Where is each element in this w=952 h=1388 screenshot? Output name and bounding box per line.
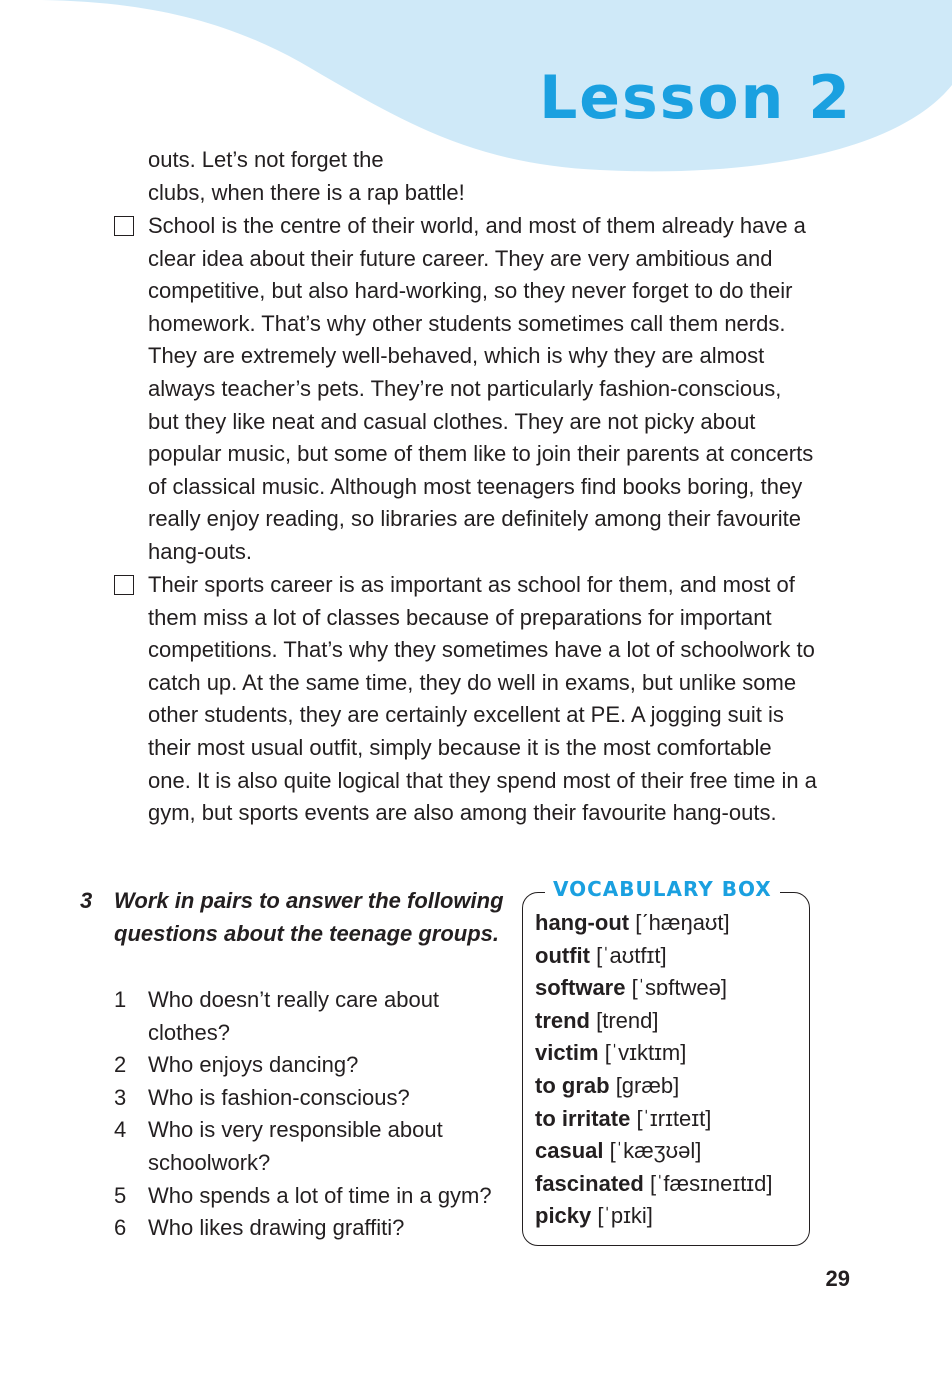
vocab-item bbox=[535, 1135, 773, 1168]
vocab-item bbox=[535, 907, 773, 940]
vocab-pronunciation: [ˈvɪktɪm] bbox=[604, 1040, 687, 1066]
vocabulary-list bbox=[535, 907, 773, 1233]
question-number: 2 bbox=[114, 1052, 127, 1078]
question-list bbox=[114, 984, 514, 1245]
vocab-word: trend bbox=[535, 1007, 590, 1033]
vocab-item bbox=[535, 1005, 773, 1038]
question-text: Who enjoys dancing? bbox=[148, 1052, 359, 1078]
vocab-pronunciation: [ˈfæsɪneɪtɪd] bbox=[649, 1170, 773, 1196]
vocab-item bbox=[535, 1103, 773, 1136]
question-item bbox=[114, 1114, 514, 1179]
passage-paragraph-1: School is the centre of their world, and most of them already have a clear idea about their future career. They are very ambitious and competitive, but also hard-working, so they never forget to do their homework. That’s why other students sometimes call them nerds. They are extremely well-behaved, which is why they are almost always teacher’s pets. They’re not particularly fashion-conscious, but they like neat and casual clothes. They are not picky about popular music, but some of them like to join their parents at concerts of classical music. Although most teenagers find books boring, they really enjoy reading, so libraries are definitely among their favourite hang-outs. bbox=[148, 213, 814, 564]
page-number: 29 bbox=[825, 1266, 850, 1291]
question-item bbox=[114, 1180, 514, 1213]
vocab-word: victim bbox=[535, 1040, 599, 1066]
continuation-line-2: clubs, when there is a rap battle! bbox=[148, 179, 465, 205]
vocab-word: casual bbox=[535, 1138, 604, 1164]
question-number: 3 bbox=[114, 1084, 127, 1110]
vocab-pronunciation: [ˈpɪki] bbox=[597, 1203, 653, 1229]
continuation-line-1: outs. Let’s not forget the bbox=[148, 147, 384, 172]
vocab-word: to irritate bbox=[535, 1105, 631, 1131]
question-item bbox=[114, 984, 514, 1049]
passage-paragraph-2: Their sports career is as important as school for them, and most of them miss a lot of classes because of preparations for important competitions. That’s why they sometimes have a lot of schoolwork to catch up. At the same time, they do well in exams, but unlike some other students, they are certainly excellent at PE. A jogging suit is their most usual outfit, simply because it is the most comfortable one. It is also quite logical that they spend most of their free time in a gym, but sports events are also among their favourite hang-outs. bbox=[148, 572, 817, 826]
question-item bbox=[114, 1212, 514, 1245]
vocab-pronunciation: [ˈkæʒʊəl] bbox=[609, 1138, 702, 1164]
vocab-word: fascinated bbox=[535, 1170, 644, 1196]
question-item bbox=[114, 1049, 514, 1082]
vocab-item bbox=[535, 1200, 773, 1233]
vocab-word: hang-out bbox=[535, 910, 630, 935]
vocab-pronunciation: [ˈɪrɪteɪt] bbox=[636, 1105, 712, 1131]
question-text: Who is fashion-conscious? bbox=[148, 1084, 410, 1110]
question-number: 5 bbox=[114, 1182, 127, 1208]
question-text: Who is very responsible about schoolwork? bbox=[148, 1117, 443, 1175]
vocab-pronunciation: [trend] bbox=[596, 1007, 659, 1033]
vocab-pronunciation: [ˈsɒftweə] bbox=[631, 975, 727, 1001]
vocabulary-box-title: VOCABULARY BOX bbox=[545, 875, 780, 903]
answer-checkbox-2[interactable] bbox=[114, 575, 134, 595]
question-text: Who doesn’t really care about clothes? bbox=[148, 987, 440, 1045]
vocab-pronunciation: [ˊhæŋaʊt] bbox=[635, 910, 730, 935]
question-number: 6 bbox=[114, 1215, 127, 1241]
vocab-pronunciation: [græb] bbox=[615, 1072, 680, 1098]
vocab-item bbox=[535, 972, 773, 1005]
vocab-word: picky bbox=[535, 1203, 592, 1229]
vocab-item bbox=[535, 1037, 773, 1070]
vocab-item bbox=[535, 1070, 773, 1103]
vocab-word: software bbox=[535, 975, 626, 1001]
lesson-title: Lesson 2 bbox=[539, 63, 852, 133]
question-text: Who spends a lot of time in a gym? bbox=[148, 1182, 492, 1208]
passage-continuation bbox=[148, 144, 818, 209]
question-item bbox=[114, 1082, 514, 1115]
task-instruction: Work in pairs to answer the following questions about the teenage groups. bbox=[114, 888, 504, 946]
vocabulary-box bbox=[522, 877, 810, 1246]
task-number: 3 bbox=[80, 888, 93, 913]
question-number: 1 bbox=[114, 987, 127, 1012]
vocab-pronunciation: [ˈaʊtfɪt] bbox=[596, 942, 667, 968]
question-text: Who likes drawing graffiti? bbox=[148, 1215, 405, 1241]
question-number: 4 bbox=[114, 1117, 127, 1143]
vocab-item bbox=[535, 940, 773, 973]
vocab-word: to grab bbox=[535, 1072, 610, 1098]
vocab-word: outfit bbox=[535, 942, 590, 968]
answer-checkbox-1[interactable] bbox=[114, 216, 134, 236]
vocab-item bbox=[535, 1168, 773, 1201]
